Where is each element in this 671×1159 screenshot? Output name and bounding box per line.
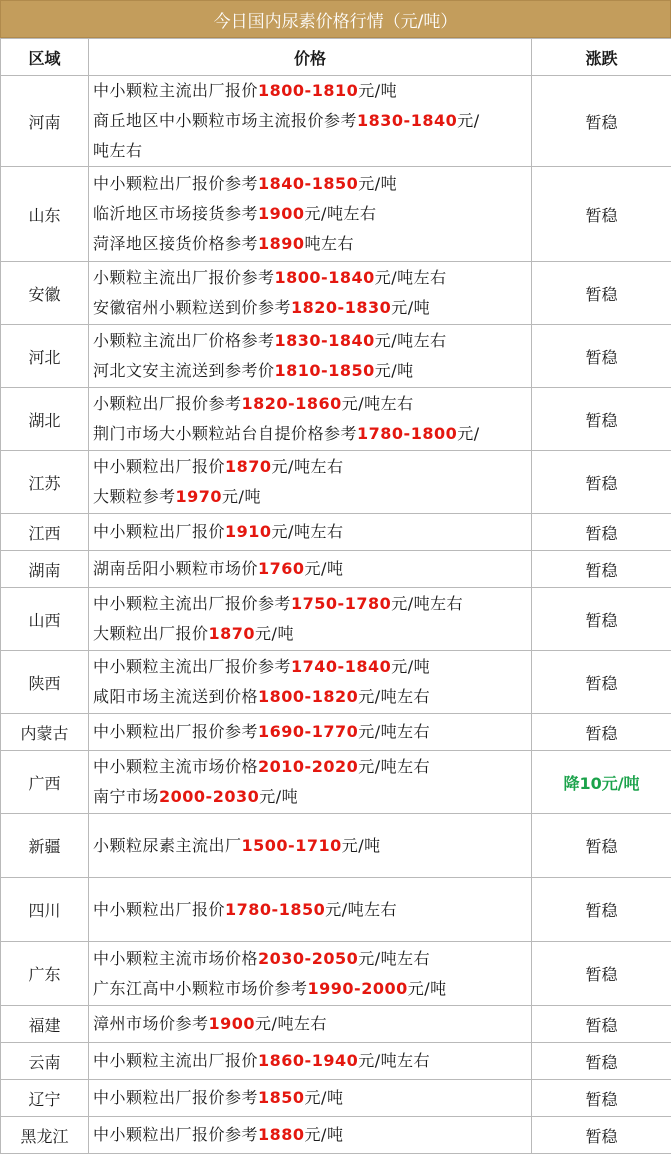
region-cell: 山西 [1,588,89,651]
change-cell: 暂稳 [532,1043,671,1080]
price-table [0,38,671,1154]
price-cell [89,551,532,588]
price-value: 1800-1820 [258,687,359,706]
region-cell: 广东 [1,942,89,1006]
price-cell [89,451,532,514]
table-row [1,262,671,325]
region-cell: 山东 [1,167,89,262]
price-text: 元/吨左右 [271,457,344,476]
price-value: 2010-2020 [258,757,359,776]
price-text: 中小颗粒主流市场价格 [93,948,259,968]
price-text: 中小颗粒出厂报价 [93,899,226,919]
price-value: 1870 [225,457,272,476]
price-text: 元/吨左右 [358,722,431,741]
price-text: 元/吨 [304,1088,344,1107]
price-text: 临沂地区市场接货参考 [93,204,259,223]
price-value: 1820-1830 [291,298,392,317]
price-text: 元/吨 [374,361,414,380]
price-line [93,752,531,782]
price-line [93,356,531,386]
price-text: 元/吨 [304,1125,344,1144]
price-text: 中小颗粒出厂报价参考 [93,1088,259,1107]
price-value: 1850 [258,1088,305,1107]
table-row [1,388,671,451]
region-cell: 四川 [1,878,89,942]
region-cell: 广西 [1,751,89,814]
price-value: 1880 [258,1125,305,1144]
price-text: 湖南岳阳小颗粒市场价 [93,559,259,578]
change-cell: 暂稳 [532,651,671,714]
price-text: 小颗粒主流出厂报价参考 [93,268,275,287]
price-cell [89,878,532,942]
price-text: 元/吨左右 [341,394,414,413]
price-cell [89,167,532,262]
price-cell [89,388,532,451]
header-row [1,39,671,76]
change-cell: 暂稳 [532,262,671,325]
price-line [93,895,531,925]
price-text: 中小颗粒主流市场价格 [93,757,259,776]
price-text: 广东江高中小颗粒市场价参考 [93,978,308,998]
region-cell: 辽宁 [1,1080,89,1117]
price-value: 1780-1850 [225,899,326,919]
price-line [93,293,531,323]
price-text: 元/吨左右 [271,522,344,541]
price-line [93,619,531,649]
region-cell: 内蒙古 [1,714,89,751]
price-cell [89,1080,532,1117]
region-cell: 安徽 [1,262,89,325]
region-cell: 江西 [1,514,89,551]
change-cell: 暂稳 [532,814,671,878]
price-text: 元/吨左右 [358,687,431,706]
change-cell: 暂稳 [532,714,671,751]
price-text: 河北文安主流送到参考价 [93,361,275,380]
table-row [1,1043,671,1080]
price-line [93,263,531,293]
table-row [1,325,671,388]
header-region: 区域 [1,39,89,76]
price-line [93,831,531,861]
change-cell: 暂稳 [532,1117,671,1154]
price-value: 1820-1860 [241,394,342,413]
price-value: 1900 [258,204,305,223]
table-row [1,714,671,751]
price-text: 中小颗粒主流出厂报价 [93,81,259,100]
table-row [1,1117,671,1154]
price-text: 元/吨左右 [358,948,431,968]
price-text: 元/吨左右 [374,268,447,287]
price-text: 咸阳市场主流送到价格 [93,687,259,706]
price-line [93,944,531,974]
change-cell: 暂稳 [532,76,671,167]
change-cell: 暂稳 [532,878,671,942]
price-cell [89,262,532,325]
price-line [93,782,531,812]
price-line [93,229,531,259]
price-line [93,589,531,619]
price-text: 安徽宿州小颗粒送到价参考 [93,298,292,317]
price-text: 元/吨 [407,978,447,998]
price-line [93,554,531,584]
table-row [1,551,671,588]
price-value: 1890 [258,234,305,253]
table-row [1,814,671,878]
price-line [93,517,531,547]
table-row [1,651,671,714]
price-text: 商丘地区中小颗粒市场主流报价参考 [93,111,358,130]
price-cell [89,814,532,878]
table-row [1,1080,671,1117]
table-row [1,514,671,551]
price-text: 中小颗粒出厂报价参考 [93,1125,259,1144]
price-value: 1840-1850 [258,174,359,193]
price-text: 大颗粒参考 [93,487,176,506]
price-text: 小颗粒主流出厂价格参考 [93,331,275,350]
price-text: 元/ [457,111,480,130]
change-cell: 暂稳 [532,167,671,262]
region-cell: 河北 [1,325,89,388]
price-value: 1740-1840 [291,657,392,676]
price-value: 1830-1840 [357,111,458,130]
price-value: 1760 [258,559,305,578]
table-row [1,878,671,942]
region-cell: 湖南 [1,551,89,588]
region-cell: 福建 [1,1006,89,1043]
price-value: 1860-1940 [258,1051,359,1070]
region-cell: 湖北 [1,388,89,451]
change-cell: 暂稳 [532,325,671,388]
price-text: 元/吨 [358,174,398,193]
change-cell: 暂稳 [532,451,671,514]
price-value: 1800-1840 [274,268,375,287]
price-text: 小颗粒出厂报价参考 [93,394,242,413]
price-line [93,682,531,712]
price-value: 1900 [208,1014,256,1033]
change-cell: 暂稳 [532,514,671,551]
table-title: 今日国内尿素价格行情（元/吨） [0,0,671,38]
price-text: 元/吨左右 [374,331,447,350]
price-value: 1970 [175,487,223,506]
table-row [1,1006,671,1043]
table-row [1,451,671,514]
price-cell [89,942,532,1006]
price-value: 1800-1810 [258,81,359,100]
price-line [93,106,531,136]
region-cell: 新疆 [1,814,89,878]
price-line [93,389,531,419]
price-line [93,199,531,229]
price-cell [89,76,532,167]
price-text: 元/吨左右 [358,1051,431,1070]
region-cell: 江苏 [1,451,89,514]
table-row [1,942,671,1006]
change-cell: 暂稳 [532,551,671,588]
price-cell [89,751,532,814]
change-cell: 暂稳 [532,1080,671,1117]
price-text: 南宁市场 [93,787,160,806]
price-text: 元/吨左右 [325,899,398,919]
price-line [93,482,531,512]
price-line [93,76,531,106]
header-change: 涨跌 [532,39,671,76]
price-text: 中小颗粒主流出厂报价 [93,1051,259,1070]
price-text: 菏泽地区接货价格参考 [93,234,259,253]
price-line [93,1009,531,1039]
price-value: 1910 [225,522,272,541]
price-value: 1870 [208,624,256,643]
price-cell [89,1117,532,1154]
price-value: 1750-1780 [291,594,392,613]
price-text: 荆门市场大小颗粒站台自提价格参考 [93,424,358,443]
price-line [93,1046,531,1076]
price-text: 中小颗粒出厂报价参考 [93,722,259,741]
price-line [93,974,531,1004]
price-cell [89,1006,532,1043]
region-cell: 陕西 [1,651,89,714]
price-text: 元/吨 [391,657,431,676]
change-cell: 暂稳 [532,588,671,651]
price-value: 1830-1840 [274,331,375,350]
price-text: 大颗粒出厂报价 [93,624,209,643]
price-text: 吨左右 [93,141,143,160]
table-row [1,588,671,651]
price-line [93,452,531,482]
price-text: 中小颗粒出厂报价参考 [93,174,259,193]
price-text: 元/吨 [259,787,299,806]
price-text: 元/吨 [255,624,294,643]
price-line [93,1083,531,1113]
price-value: 2030-2050 [258,948,359,968]
price-text: 漳州市场价参考 [93,1014,209,1033]
region-cell: 河南 [1,76,89,167]
price-text: 元/吨 [222,487,261,506]
price-line [93,652,531,682]
change-cell: 暂稳 [532,1006,671,1043]
price-line [93,169,531,199]
price-text: 中小颗粒主流出厂报价参考 [93,594,292,613]
price-value: 1500-1710 [241,835,342,855]
price-text: 元/吨 [358,81,398,100]
price-value: 1690-1770 [258,722,359,741]
price-line [93,717,531,747]
price-value: 2000-2030 [159,787,260,806]
price-value: 1780-1800 [357,424,458,443]
region-cell: 云南 [1,1043,89,1080]
price-cell [89,1043,532,1080]
table-row [1,76,671,167]
change-cell: 暂稳 [532,942,671,1006]
price-line [93,326,531,356]
price-cell [89,325,532,388]
table-body [1,76,671,1154]
price-text: 元/吨左右 [304,204,377,223]
price-line [93,136,531,166]
price-cell [89,714,532,751]
region-cell: 黑龙江 [1,1117,89,1154]
price-text: 元/吨左右 [358,757,431,776]
price-cell [89,651,532,714]
price-text: 吨左右 [304,234,355,253]
header-price: 价格 [89,39,532,76]
change-cell: 降10元/吨 [532,751,671,814]
price-text: 元/吨 [391,298,431,317]
price-text: 小颗粒尿素主流出厂 [93,835,242,855]
price-text: 元/吨左右 [255,1014,327,1033]
price-line [93,419,531,449]
price-cell [89,588,532,651]
price-text: 元/ [457,424,480,443]
table-row [1,751,671,814]
price-value: 1810-1850 [274,361,375,380]
price-text: 中小颗粒出厂报价 [93,522,226,541]
change-cell: 暂稳 [532,388,671,451]
price-text: 中小颗粒出厂报价 [93,457,226,476]
price-text: 中小颗粒主流出厂报价参考 [93,657,292,676]
price-cell [89,514,532,551]
price-text: 元/吨 [341,835,381,855]
price-line [93,1120,531,1150]
price-text: 元/吨左右 [391,594,464,613]
price-text: 元/吨 [304,559,344,578]
price-value: 1990-2000 [307,978,408,998]
table-row [1,167,671,262]
